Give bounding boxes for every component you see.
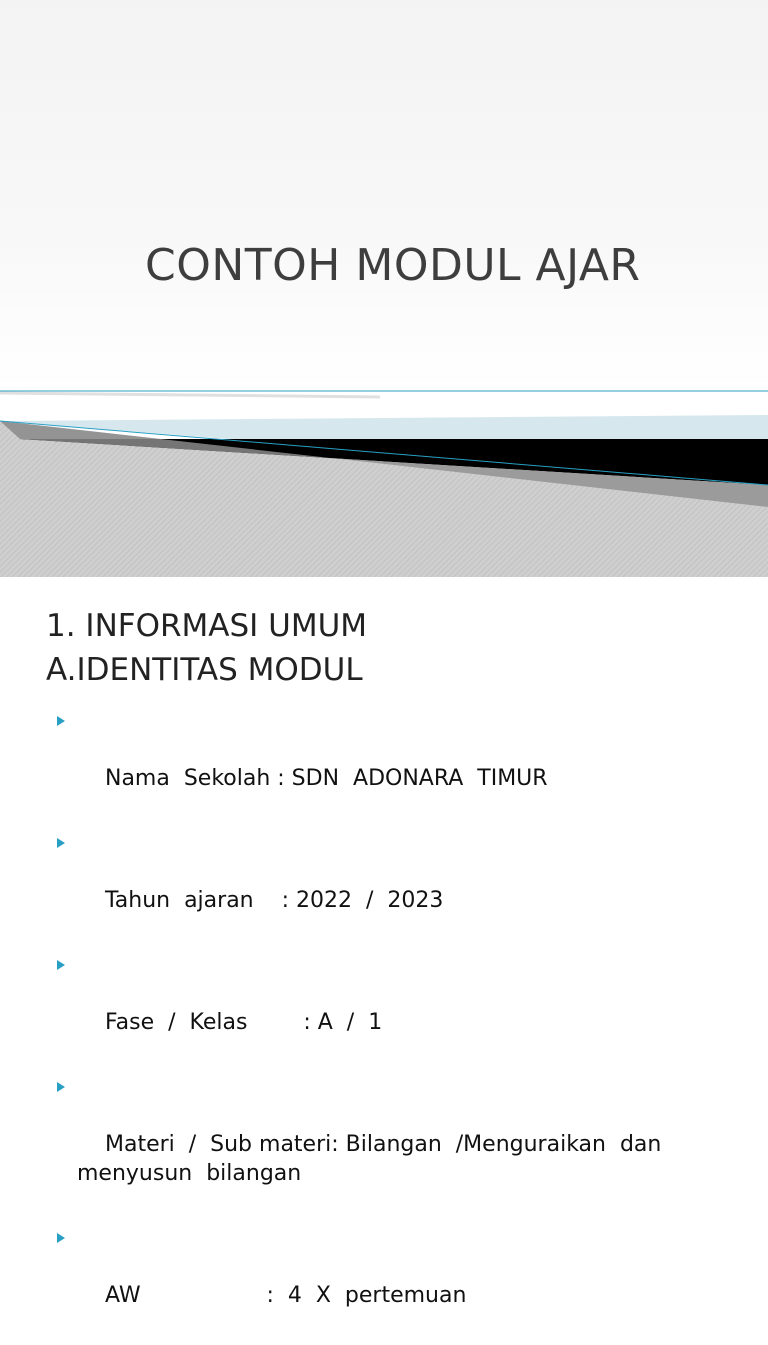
list-item: [56, 828, 746, 944]
list-item-text: AW : 4 X pertemuan: [104, 1283, 467, 1308]
list-item-text: Tahun ajaran : 2022 / 2023: [104, 888, 444, 913]
list-item-text: Nama Sekolah : SDN ADONARA TIMUR: [104, 766, 548, 791]
module-identity-list: [56, 706, 746, 1345]
subsection-heading: A.IDENTITAS MODUL: [46, 652, 363, 688]
decorative-banner: [0, 385, 768, 577]
list-item-text: Materi / Sub materi: Bilangan /Menguraikan dan menyusun bilangan: [77, 1132, 662, 1186]
triangle-right-icon: [57, 1082, 65, 1092]
section-heading: 1. INFORMASI UMUM: [46, 608, 368, 644]
slide-title: CONTOH MODUL AJAR: [145, 240, 641, 291]
list-item-text: Fase / Kelas : A / 1: [104, 1010, 383, 1035]
triangle-right-icon: [57, 1233, 65, 1243]
triangle-right-icon: [57, 716, 65, 726]
list-item: [56, 950, 746, 1066]
list-item: [56, 706, 746, 822]
list-item: [56, 1223, 746, 1339]
list-item: [56, 1072, 746, 1217]
triangle-right-icon: [57, 838, 65, 848]
triangle-right-icon: [57, 960, 65, 970]
title-slide-background: [0, 0, 768, 390]
